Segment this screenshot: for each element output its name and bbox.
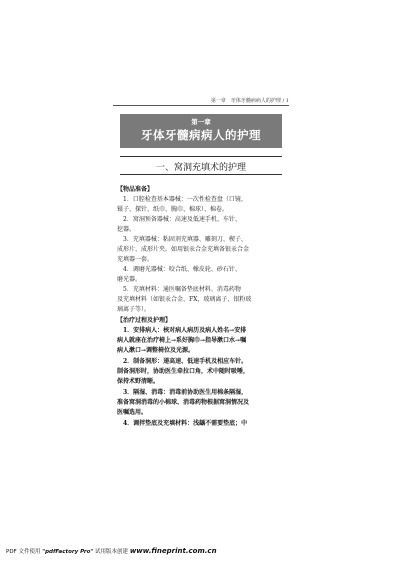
subheading-materials: 【物品准备】 — [117, 186, 154, 193]
text-line: 医嘱选用。 — [117, 409, 148, 416]
text-line: 磨光器。 — [117, 276, 142, 283]
running-header-title: 第一章 牙体牙髓病病人的护理 — [210, 98, 281, 104]
chapter-label: 第一章 — [191, 118, 211, 126]
subheading-procedure: 【治疗过程及护理】 — [117, 317, 172, 324]
text-line: 1．口腔检查基本器械：一次性检查盘（口镜、 — [123, 196, 247, 203]
text-line: 璃离子等）。 — [117, 306, 151, 313]
page-number: / 1 — [282, 98, 289, 104]
header-rule — [113, 105, 289, 106]
text-line: 4．调拌垫底及充填材料：浅龋不需要垫底；中 — [123, 420, 248, 427]
chapter-banner — [120, 114, 282, 148]
text-line: 保持术野清晰。 — [117, 378, 160, 385]
text-line: 3．隔湿、消毒：消毒前协助医生用棉条隔湿， — [123, 389, 248, 396]
text-line: 镊子、探针、纸巾、胸巾、棉球）、棉卷。 — [117, 206, 229, 213]
watermark-brand: "pdfFactory Pro" — [42, 549, 94, 555]
text-line: 1．安排病人：核对病人病历及病人姓名→安排 — [123, 327, 247, 334]
pdf-watermark — [6, 547, 346, 555]
text-line: 准备窝洞消毒的小棉球、消毒药物根据窝洞情况及 — [117, 399, 250, 406]
text-line: 及充填材料（如银汞合金、FX、玻璃离子、银粉玻 — [117, 296, 252, 303]
section-heading-box — [120, 156, 282, 175]
watermark-suffix: 试用版本创建 — [95, 549, 129, 555]
text-line: 2．窝洞预备器械：高速及低速手机、车针、 — [123, 216, 241, 223]
text-line: 4．调磨光器械：咬合纸、橡皮轮、砂石针、 — [123, 266, 241, 273]
text-line: 挖器。 — [117, 226, 136, 233]
text-line: 3．充填器械：粘固剂充填器、雕刻刀、楔子、 — [123, 236, 247, 243]
watermark-url[interactable]: www.fineprint.com.cn — [129, 547, 217, 555]
text-line: 制备洞形时，协助医生牵拉口角，术中随时吸唾， — [117, 368, 250, 375]
text-line: 2．制备洞形：递高速、低速手机及相应车针。 — [123, 358, 248, 365]
text-line: 5．充填材料：通医嘱备垫底材料、消毒药物 — [123, 286, 241, 293]
chapter-title: 牙体牙髓病病人的护理 — [141, 128, 261, 142]
section-title: 一、窝洞充填术的护理 — [155, 163, 246, 173]
text-line: 病人漱口→调整椅位及光源。 — [117, 347, 195, 354]
running-header — [113, 97, 289, 104]
text-line: 充填器一套。 — [117, 256, 154, 263]
watermark-prefix: PDF 文件使用 — [6, 549, 41, 555]
text-line: 成形片、成形片夹。如用银汞合金充填备银汞合金 — [117, 246, 250, 253]
text-line: 病人就座在治疗椅上→系好胸巾→指导漱口水→嘱 — [117, 337, 247, 344]
